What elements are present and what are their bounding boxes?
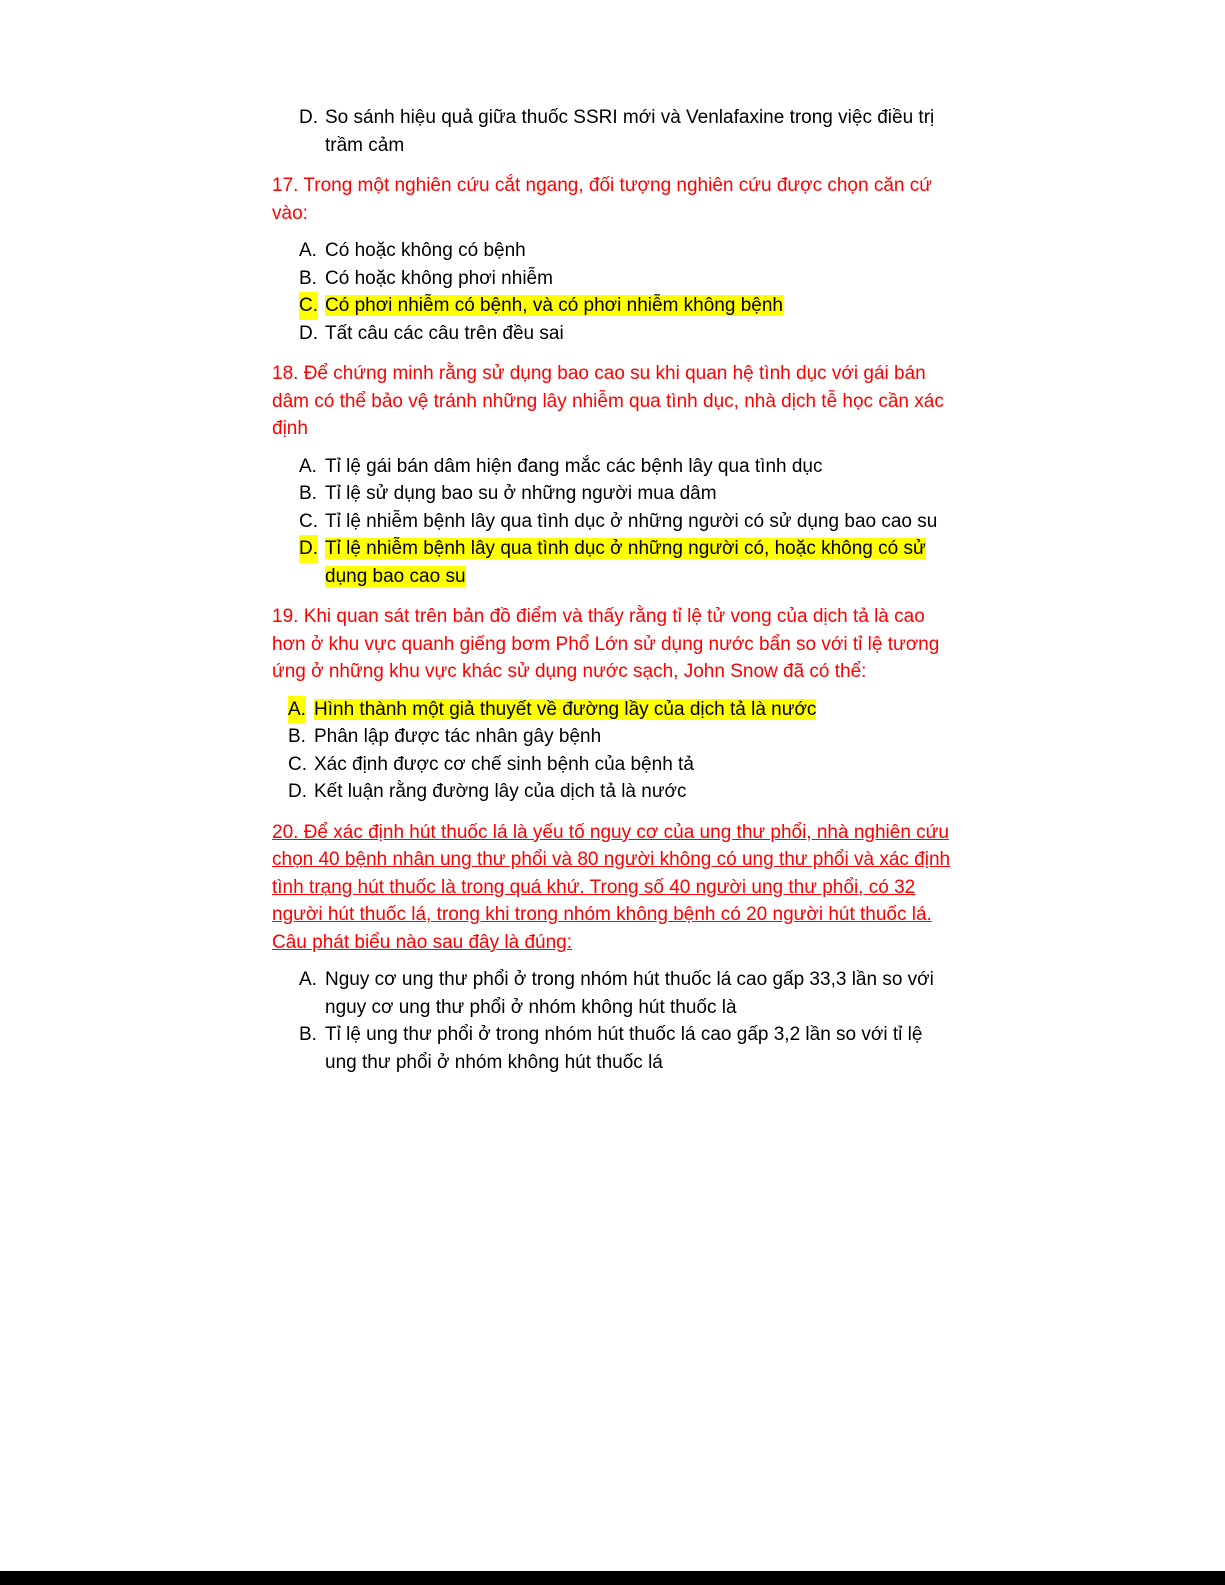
answer-option bbox=[272, 265, 952, 293]
question-text bbox=[272, 172, 952, 227]
option-text: Có hoặc không phơi nhiễm bbox=[325, 267, 553, 289]
answer-option-highlighted bbox=[272, 535, 952, 590]
option-text: Hình thành một giả thuyết về đường lầy của dịch tả là nước bbox=[314, 698, 817, 720]
option-text: Xác định được cơ chế sinh bệnh của bệnh tả bbox=[314, 753, 694, 775]
answer-options bbox=[272, 453, 952, 591]
option-text: Tỉ lệ ung thư phổi ở trong nhóm hút thuốc lá cao gấp 3,2 lần so với tỉ lệ ung thư phổi ở nhóm không hút thuốc lá bbox=[325, 1024, 923, 1073]
option-letter: B. bbox=[299, 1024, 317, 1045]
question-text bbox=[272, 819, 952, 957]
answer-options bbox=[272, 696, 952, 806]
option-letter: D. bbox=[288, 781, 307, 802]
option-letter: B. bbox=[288, 726, 306, 747]
option-letter: C. bbox=[288, 753, 307, 775]
option-text: Có hoặc không có bệnh bbox=[325, 240, 526, 261]
answer-option-highlighted bbox=[272, 292, 952, 320]
option-text: Có phơi nhiễm có bệnh, và có phơi nhiễm không bệnh bbox=[325, 295, 783, 316]
answer-option bbox=[272, 480, 952, 508]
option-letter: D. bbox=[299, 322, 318, 344]
answer-option bbox=[272, 723, 952, 751]
answer-option bbox=[272, 1021, 952, 1076]
answer-options bbox=[272, 104, 952, 159]
option-letter: D. bbox=[299, 535, 318, 563]
question-label: 17. Trong một nghiên cứu cắt ngang, đối tượng nghiên cứu được chọn căn cứ vào: bbox=[272, 175, 932, 224]
option-letter: A. bbox=[299, 455, 317, 477]
answer-option bbox=[272, 320, 952, 348]
answer-option bbox=[272, 751, 952, 779]
option-text: Kết luận rằng đường lây của dịch tả là nước bbox=[314, 781, 687, 802]
option-text: Tỉ lệ gái bán dâm hiện đang mắc các bệnh lây qua tình dục bbox=[325, 455, 823, 477]
option-letter: B. bbox=[299, 483, 317, 504]
answer-option-highlighted bbox=[272, 696, 952, 724]
option-letter: C. bbox=[299, 510, 318, 532]
option-text: Tỉ lệ nhiễm bệnh lây qua tình dục ở những người có sử dụng bao cao su bbox=[325, 510, 938, 532]
answer-option bbox=[272, 237, 952, 265]
option-text: Tất câu các câu trên đều sai bbox=[325, 322, 564, 344]
option-text: So sánh hiệu quả giữa thuốc SSRI mới và Venlafaxine trong việc điều trị trầm cảm bbox=[325, 107, 935, 156]
answer-option bbox=[272, 104, 952, 159]
answer-option bbox=[272, 453, 952, 481]
question-text bbox=[272, 603, 952, 686]
option-letter: A. bbox=[299, 969, 317, 990]
option-text: Nguy cơ ung thư phổi ở trong nhóm hút thuốc lá cao gấp 33,3 lần so với nguy cơ ung thư phổi ở nhóm không hút thuốc là bbox=[325, 969, 934, 1018]
page-bottom-border bbox=[0, 1571, 1225, 1585]
option-text: Tỉ lệ nhiễm bệnh lây qua tình dục ở những người có, hoặc không có sử dụng bao cao su bbox=[325, 538, 926, 587]
option-text: Tỉ lệ sử dụng bao su ở những người mua dâm bbox=[325, 483, 717, 504]
answer-option bbox=[272, 778, 952, 806]
question-text bbox=[272, 360, 952, 443]
question-label: 18. Để chứng minh rằng sử dụng bao cao su khi quan hệ tình dục với gái bán dâm có thể bảo vệ tránh những lây nhiễm qua tình dục, nhà dịch tễ học cần xác định bbox=[272, 363, 944, 439]
answer-options bbox=[272, 237, 952, 347]
answer-options bbox=[272, 966, 952, 1076]
option-letter: A. bbox=[299, 240, 317, 261]
option-letter: A. bbox=[288, 696, 306, 724]
option-letter: C. bbox=[299, 292, 318, 320]
question-label: 19. Khi quan sát trên bản đồ điểm và thấy rằng tỉ lệ tử vong của dịch tả là cao hơn ở khu vực quanh giếng bơm Phổ Lớn sử dụng nước bẩn so với tỉ lệ tương ứng ở những khu vực khác sử dụng nước sạch, John Snow đã có thể: bbox=[272, 606, 940, 682]
option-letter: B. bbox=[299, 267, 317, 289]
answer-option bbox=[272, 966, 952, 1021]
option-letter: D. bbox=[299, 107, 318, 128]
answer-option bbox=[272, 508, 952, 536]
question-label: 20. Để xác định hút thuốc lá là yếu tố nguy cơ của ung thư phổi, nhà nghiên cứu chọn 40 bệnh nhân ung thư phổi và 80 người không có ung thư phổi và xác định tình trạng hút thuốc là trong quá khứ. Trong số 40 người ung thư phổi, có 32 người hút thuốc lá, trong khi trong nhóm không bệnh có 20 người hút thuốc lá. Câu phát biểu nào sau đây là đúng: bbox=[272, 821, 951, 953]
document-content bbox=[272, 104, 952, 1089]
option-text: Phân lập được tác nhân gây bệnh bbox=[314, 726, 602, 747]
